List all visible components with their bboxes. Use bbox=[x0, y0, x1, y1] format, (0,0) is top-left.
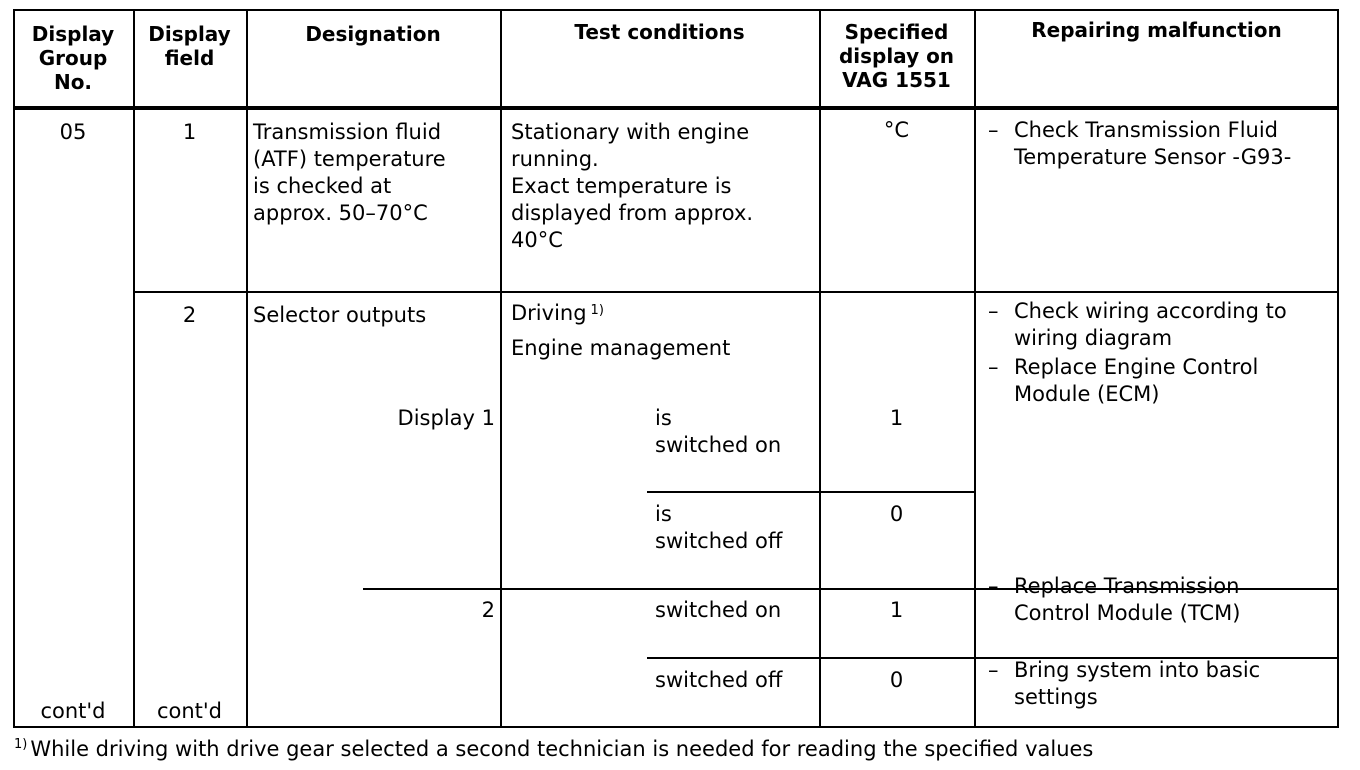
repair-text: – Bring system into basic settings bbox=[1014, 657, 1334, 711]
header-specified: Specified display on VAG 1551 bbox=[838, 20, 955, 92]
group-contd: cont'd bbox=[40, 699, 106, 723]
driving-label: Driving bbox=[511, 301, 587, 325]
footnote bbox=[14, 734, 1093, 764]
test-condition-text: Stationary with engine running. Exact temperature is displayed from approx. 40°C bbox=[511, 120, 754, 252]
display-2-off: switched off bbox=[655, 668, 783, 692]
header-group: Display Group No. bbox=[31, 22, 115, 94]
display-2-off-value: 0 bbox=[889, 668, 904, 692]
header-designation: Designation bbox=[305, 22, 441, 46]
group-number: 05 bbox=[59, 120, 87, 144]
column-divider bbox=[246, 9, 248, 728]
display-1-label: Display 1 bbox=[397, 406, 495, 430]
footnote-mark: 1) bbox=[14, 737, 28, 752]
column-divider bbox=[133, 9, 135, 728]
field-number: 1 bbox=[182, 120, 197, 144]
repair-text: – Check wiring according to wiring diagram bbox=[1014, 298, 1334, 352]
specified-value: °C bbox=[883, 118, 910, 142]
field-contd: cont'd bbox=[156, 699, 223, 723]
repair-text: – Replace Transmission Control Module (TCM) bbox=[1014, 573, 1334, 627]
column-divider bbox=[974, 9, 976, 728]
footnote-ref: 1) bbox=[590, 303, 604, 318]
repair-text: – Replace Engine Control Module (ECM) bbox=[1014, 354, 1334, 408]
footnote-text: While driving with drive gear selected a second technician is needed for reading the specified values bbox=[30, 737, 1094, 761]
header-field: Display field bbox=[148, 22, 231, 70]
header-divider bbox=[13, 106, 1339, 110]
repair-text: – Check Transmission Fluid Temperature Sensor -G93- bbox=[1014, 117, 1334, 171]
display-1-on: is switched on bbox=[655, 406, 782, 457]
test-condition-engine: Engine management bbox=[511, 336, 731, 360]
display-1-off: is switched off bbox=[655, 502, 783, 553]
sub-row-divider bbox=[647, 491, 974, 493]
header-repair: Repairing malfunction bbox=[1031, 18, 1282, 42]
display-2-on: switched on bbox=[655, 598, 782, 622]
column-divider bbox=[500, 9, 502, 728]
display-2-label: 2 bbox=[481, 598, 495, 622]
row-divider bbox=[133, 291, 1339, 293]
field-number: 2 bbox=[182, 303, 197, 327]
display-2-on-value: 1 bbox=[889, 598, 904, 622]
display-1-on-value: 1 bbox=[889, 406, 904, 430]
test-condition-driving bbox=[511, 300, 817, 327]
designation-text: Transmission fluid (ATF) temperature is checked at approx. 50–70°C bbox=[253, 120, 446, 225]
header-test-conditions: Test conditions bbox=[574, 20, 745, 44]
designation-text: Selector outputs bbox=[253, 303, 427, 327]
display-1-off-value: 0 bbox=[889, 502, 904, 526]
